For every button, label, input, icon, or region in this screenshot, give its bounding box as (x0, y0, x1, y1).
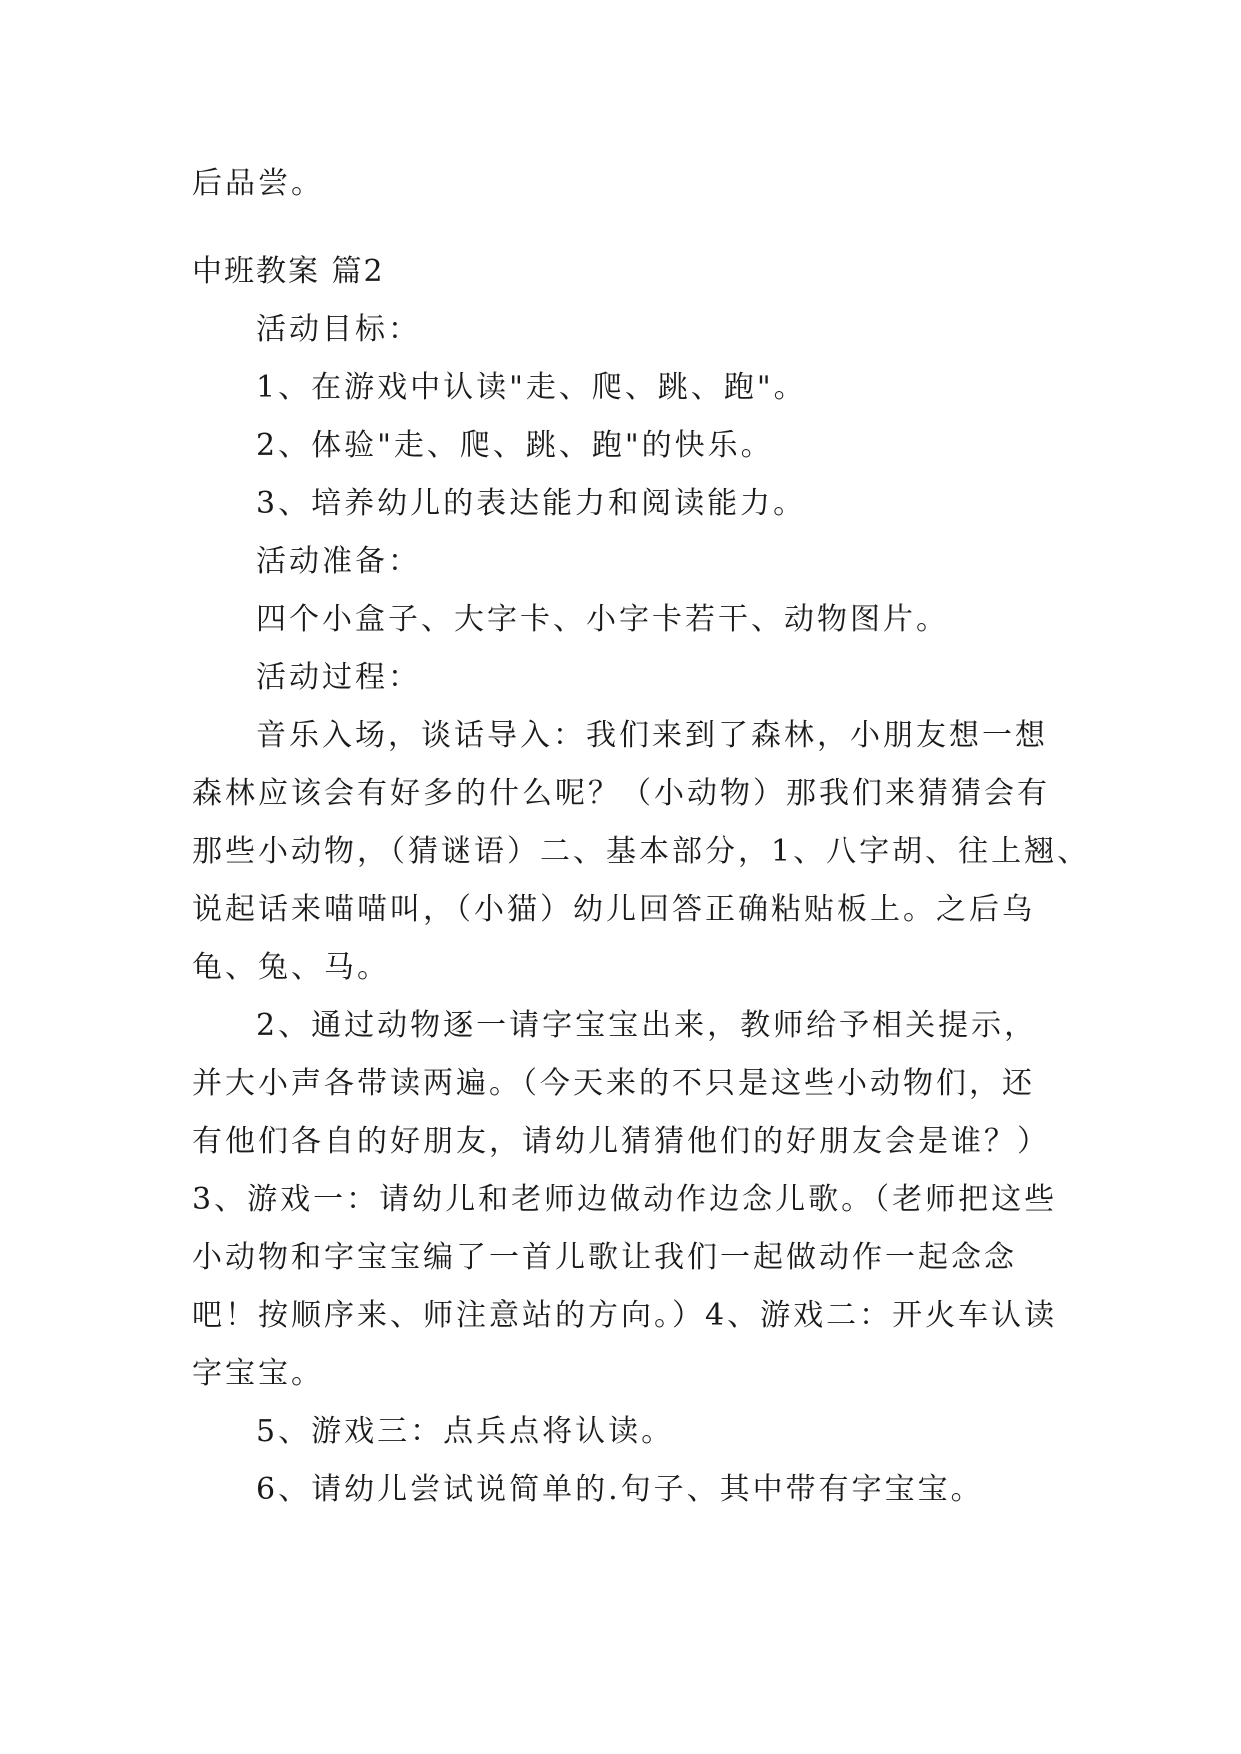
paragraph-lines (192, 301, 1091, 1519)
text-line: 5、游戏三：点兵点将认读。 (256, 1414, 675, 1449)
document-body (192, 155, 1091, 1519)
continuation-text: 后品尝。 (192, 166, 324, 201)
section-title: 中班教案 篇2 (192, 254, 385, 289)
text-line: 龟、兔、马。 (192, 950, 390, 985)
text-line: 3、培养幼儿的表达能力和阅读能力。 (256, 486, 807, 521)
text-line: 1、在游戏中认读"走、爬、跳、跑"。 (256, 370, 807, 405)
text-line: 吧！按顺序来、师注意站的方向。）4、游戏二：开火车认读 (192, 1298, 1058, 1333)
text-line: 小动物和字宝宝编了一首儿歌让我们一起做动作一起念念 (192, 1240, 1017, 1275)
text-line: 那些小动物，（猜谜语）二、基本部分，1、八字胡、往上翘、 (192, 834, 1091, 869)
text-line: 2、通过动物逐一请字宝宝出来，教师给予相关提示， (256, 1008, 1038, 1043)
text-line: 6、请幼儿尝试说简单的.句子、其中带有字宝宝。 (256, 1472, 984, 1507)
text-line: 并大小声各带读两遍。（今天来的不只是这些小动物们，还 (192, 1066, 1035, 1101)
text-line: 音乐入场，谈话导入：我们来到了森林，小朋友想一想 (256, 718, 1048, 753)
text-line: 活动目标： (256, 312, 421, 347)
text-line: 四个小盒子、大字卡、小字卡若干、动物图片。 (256, 602, 949, 637)
text-line: 字宝宝。 (192, 1356, 324, 1391)
text-line: 活动过程： (256, 660, 421, 695)
text-line: 说起话来喵喵叫，（小猫）幼儿回答正确粘贴板上。之后乌 (192, 892, 1035, 927)
text-line: 有他们各自的好朋友，请幼儿猜猜他们的好朋友会是谁？） (192, 1124, 1050, 1159)
text-line: 2、体验"走、爬、跳、跑"的快乐。 (256, 428, 774, 463)
text-line: 活动准备： (256, 544, 421, 579)
text-line: 森林应该会有好多的什么呢？（小动物）那我们来猜猜会有 (192, 776, 1050, 811)
text-line: 3、游戏一：请幼儿和老师边做动作边念儿歌。（老师把这些 (192, 1182, 1058, 1217)
